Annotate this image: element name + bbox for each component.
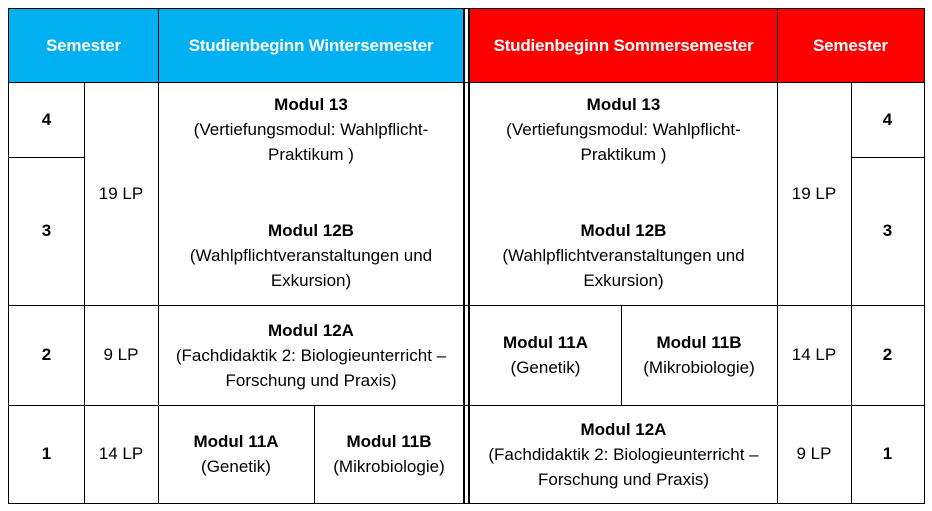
grid-line — [8, 8, 9, 504]
winter-modul-13-line2: Praktikum ) — [268, 145, 354, 164]
summer-modul-11a-title: Modul 11A — [502, 333, 588, 352]
left-semester-1 — [9, 405, 84, 503]
summer-modul-12b-line2: Exkursion) — [583, 271, 664, 290]
grid-line — [8, 405, 925, 406]
summer-modul-11a-line1: (Genetik) — [510, 358, 581, 377]
left-semester-3-label: 3 — [41, 221, 52, 240]
summer-modul-13-line2: Praktikum ) — [580, 145, 667, 164]
grid-line — [8, 8, 925, 9]
summer-modul-12a-title: Modul 12A — [580, 419, 667, 439]
header-left-semester-label: Semester — [46, 35, 121, 55]
header-left-semester — [9, 9, 158, 82]
winter-lp-semester-1 — [84, 405, 158, 503]
summer-modul-11b-line1: (Mikrobiologie) — [643, 358, 755, 377]
winter-modul-11a — [158, 405, 314, 503]
summer-modul-13-line1: (Vertiefungsmodul: Wahlpflicht- — [506, 120, 741, 139]
winter-modul-12b-line2: Exkursion) — [270, 271, 352, 290]
summer-lp-semester-3-4 — [777, 82, 851, 305]
header-winter — [158, 9, 464, 82]
winter-modul-12b — [158, 218, 464, 298]
left-semester-1-label: 1 — [41, 444, 52, 463]
summer-modul-13 — [470, 92, 777, 172]
winter-lp-semester-3-4 — [84, 82, 158, 305]
winter-modul-11a-line1: (Genetik) — [201, 457, 271, 476]
summer-modul-11b — [621, 305, 777, 405]
winter-modul-12a-line1: (Fachdidaktik 2: Biologieunterricht – — [175, 345, 447, 365]
grid-line — [158, 8, 159, 504]
center-divider — [468, 8, 470, 504]
summer-modul-11a — [470, 305, 621, 405]
header-summer-label: Studienbeginn Sommersemester — [493, 35, 754, 55]
left-semester-2-label: 2 — [41, 345, 52, 364]
winter-modul-11b — [314, 405, 464, 503]
winter-modul-12b-title: Modul 12B — [268, 221, 354, 240]
summer-lp-2-label: 14 LP — [791, 345, 837, 364]
winter-modul-11a-title: Modul 11A — [193, 432, 279, 451]
summer-lp-1-label: 9 LP — [796, 444, 832, 463]
winter-lp-34-label: 19 LP — [98, 183, 144, 203]
winter-modul-11b-line1: (Mikrobiologie) — [333, 457, 445, 476]
header-winter-label: Studienbeginn Wintersemester — [188, 35, 434, 55]
header-summer — [470, 9, 777, 82]
winter-modul-11b-title: Modul 11B — [346, 432, 432, 451]
grid-line — [851, 82, 852, 504]
grid-line — [851, 157, 925, 158]
winter-modul-13-title: Modul 13 — [274, 95, 348, 114]
right-semester-2-label: 2 — [882, 345, 893, 364]
winter-modul-13 — [158, 92, 464, 172]
grid-line — [8, 82, 925, 83]
summer-modul-12b-line1: (Wahlpflichtveranstaltungen und — [502, 246, 745, 265]
summer-lp-semester-1 — [777, 405, 851, 503]
winter-lp-semester-2 — [84, 305, 158, 405]
left-semester-3 — [9, 157, 84, 305]
winter-modul-12a-title: Modul 12A — [268, 320, 354, 340]
winter-lp-1-label: 14 LP — [98, 444, 144, 463]
grid-line — [8, 305, 925, 306]
header-right-semester — [777, 9, 924, 82]
grid-line — [924, 8, 925, 504]
header-right-semester-label: Semester — [813, 35, 888, 55]
winter-modul-12a-line2: Forschung und Praxis) — [225, 370, 397, 390]
summer-modul-12a-line1: (Fachdidaktik 2: Biologieunterricht – — [488, 444, 759, 464]
grid-line — [8, 157, 84, 158]
right-semester-1 — [851, 405, 924, 503]
right-semester-4-label: 4 — [882, 109, 893, 129]
right-semester-4 — [851, 82, 924, 157]
winter-lp-2-label: 9 LP — [103, 345, 139, 364]
summer-lp-semester-2 — [777, 305, 851, 405]
winter-modul-12b-line1: (Wahlpflichtveranstaltungen und — [189, 246, 433, 265]
summer-modul-12a-line2: Forschung und Praxis) — [537, 469, 710, 489]
summer-lp-34-label: 19 LP — [791, 183, 837, 203]
grid-line — [314, 405, 315, 504]
summer-modul-11b-title: Modul 11B — [656, 333, 742, 352]
grid-line — [621, 305, 622, 405]
left-semester-2 — [9, 305, 84, 405]
winter-modul-13-line1: (Vertiefungsmodul: Wahlpflicht- — [193, 120, 429, 139]
center-divider — [463, 8, 465, 504]
right-semester-1-label: 1 — [882, 444, 893, 463]
summer-modul-13-title: Modul 13 — [586, 95, 661, 114]
summer-modul-12a — [470, 405, 777, 503]
left-semester-4 — [9, 82, 84, 157]
grid-line — [777, 8, 778, 504]
summer-modul-12b — [470, 218, 777, 298]
winter-modul-12a — [158, 305, 464, 405]
left-semester-4-label: 4 — [41, 109, 52, 129]
right-semester-3-label: 3 — [882, 221, 893, 240]
grid-line — [84, 82, 85, 504]
right-semester-2 — [851, 305, 924, 405]
right-semester-3 — [851, 157, 924, 305]
grid-line — [8, 503, 925, 504]
summer-modul-12b-title: Modul 12B — [580, 221, 667, 240]
